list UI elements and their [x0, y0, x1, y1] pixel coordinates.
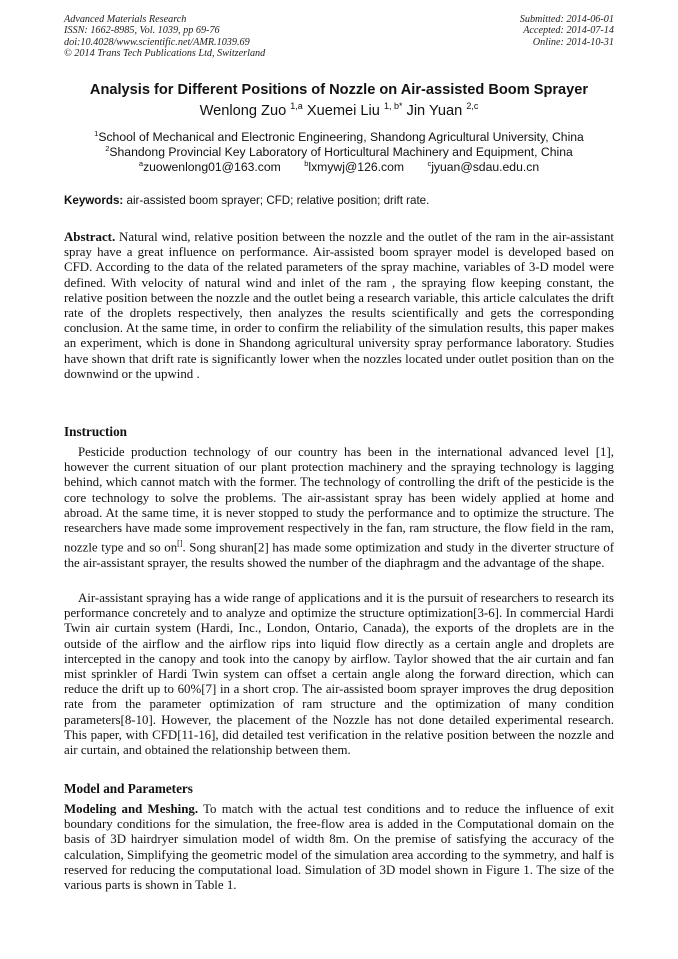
author-name: Wenlong Zuo: [199, 103, 287, 119]
paragraph-text: . Song shuran[2] has made some optimization and study in the diverter structure of the air-assistant sprayer, the results showed the number of the diaphragm and the advantage of the shape.: [64, 540, 614, 570]
email-b[interactable]: [304, 160, 404, 174]
author-sup: 2,c: [466, 101, 479, 111]
journal-header-right: [520, 14, 614, 48]
email-a[interactable]: [139, 160, 281, 174]
online-date: Online: 2014-10-31: [532, 36, 614, 48]
email-list: [0, 160, 678, 174]
affiliation-sup: 2: [105, 144, 110, 153]
affiliation-sup: 1: [94, 129, 99, 138]
instruction-paragraph-1: [64, 445, 614, 571]
email-sup: b: [304, 159, 309, 168]
email-sup: c: [427, 159, 432, 168]
keywords-label: Keywords:: [64, 194, 124, 207]
author-name: Xuemei Liu: [306, 103, 380, 119]
author-sup: 1,a: [290, 101, 303, 111]
email-text: zuowenlong01@163.com: [143, 160, 281, 174]
email-text: jyuan@sdau.edu.cn: [431, 160, 540, 174]
abstract-label: Abstract.: [64, 230, 116, 244]
email-text: lxmywj@126.com: [308, 160, 405, 174]
email-sup: a: [138, 159, 144, 168]
journal-header-left: [64, 14, 265, 59]
paper-title: Analysis for Different Positions of Nozzle on Air-assisted Boom Sprayer: [89, 82, 589, 98]
affiliation-1: [0, 130, 678, 144]
doi-line: doi:10.4028/www.scientific.net/AMR.1039.69: [64, 36, 250, 48]
abstract: [64, 230, 614, 382]
instruction-paragraph-2: Air-assistant spraying has a wide range of applications and it is the pursuit of researchers to research its performance concretely and to analyze and optimize the structure optimization[3-6]. In commercial Hardi Twin air curtain system (Hardi, Inc., London, Ontario, Canada), the exports of the droplets are in the outside of the airflow and the airflow rips into liquid flow directly as a certain angle and droplets are intercepted in the canopy and took into the canopy by airflow. Taylor showed that the air curtain and fan mist sprinkler of Hardi Twin system can offset a certain angle along the forward direction, which can reduce the drift up to 60%[7] in a short crop. The air-assisted boom sprayer improves the drug deposition rate from the parameter optimization of ram structure and the optimization of many condition parameters[8-10]. However, the placement of the Nozzle has not done detailed experimental research. This paper, with CFD[11-16], did detailed test verification in the relative position between the nozzle and air curtain, and obtained the relationship between them.: [64, 591, 614, 758]
section-heading-model: Model and Parameters: [64, 781, 193, 796]
email-c[interactable]: [427, 160, 539, 174]
abstract-text: Natural wind, relative position between the nozzle and the outlet of the ram in the air-assistant spray have a great influence on performance. Air-assisted boom sprayer model is developed based on CFD. According to the data of the related parameters of the spray machine, variables of 3-D model were defined. With velocity of natural wind and inlet of the ram , the spraying flow keeping constant, the relative position between the nozzle and the outlet being a research variable, this article calculates the drift rate of the droplets respectively, then analyzes the results scientifically and gets the corresponding conclusion. At the same time, in order to confirm the reliability of the simulation results, this paper makes an experiment, which is done in Shandong agricultural university spray performance laboratory. Studies have shown that drift rate is significantly lower when the nozzles located under outlet position than on the downwind or the upwind .: [64, 230, 614, 381]
paragraph-text: To match with the actual test conditions and to reduce the influence of exit boundary conditions for the simulation, the free-flow area is added in the Computational domain on the basis of 3D hairdryer simulation model of width 8m. On the premise of satisfying the accuracy of the calculation, Simplifying the geometric model of the simulation area according to the symmetry, and half is reserved for reducing the computational load. Simulation of 3D model shown in Figure 1. The size of the various parts is shown in Table 1.: [64, 802, 614, 893]
paragraph-text: Pesticide production technology of our country has been in the international advanced level [1], however the current situation of our plant protection machinery and the spraying technology is lagging behind, which cannot match with the former. The technology of controlling the drift of the pesticide is the core technology to solve the problems. The air-assistant spray has been widely applied at home and abroad. At the same time, it is never stopped to study the performance and to optimize the structure. The researchers have made some improvement respectively in the fan, ram structure, the flow field in the ram, nozzle type and so on: [64, 445, 614, 555]
model-paragraph-1: [64, 802, 614, 893]
author-sup: 1, b*: [383, 101, 403, 111]
issn-line: ISSN: 1662-8985, Vol. 1039, pp 69-76: [64, 25, 220, 37]
keywords-text: air-assisted boom sprayer; CFD; relative position; drift rate.: [123, 194, 430, 207]
citation-sup: []: [177, 539, 183, 549]
subheading-modeling: Modeling and Meshing.: [64, 802, 199, 816]
submitted-date: Submitted: 2014-06-01: [519, 14, 614, 25]
accepted-date: Accepted: 2014-07-14: [523, 25, 614, 37]
journal-name: Advanced Materials Research: [64, 14, 187, 25]
section-heading-instruction: Instruction: [64, 424, 128, 439]
keywords: [64, 194, 614, 207]
affiliation-text: Shandong Provincial Key Laboratory of Horticultural Machinery and Equipment, China: [109, 145, 573, 159]
author-list: [0, 103, 678, 119]
affiliation-text: School of Mechanical and Electronic Engineering, Shandong Agricultural University, China: [98, 130, 584, 144]
copyright-line: © 2014 Trans Tech Publications Ltd, Switzerland: [64, 47, 266, 59]
affiliation-2: [0, 145, 678, 159]
author-name: Jin Yuan: [406, 103, 463, 119]
